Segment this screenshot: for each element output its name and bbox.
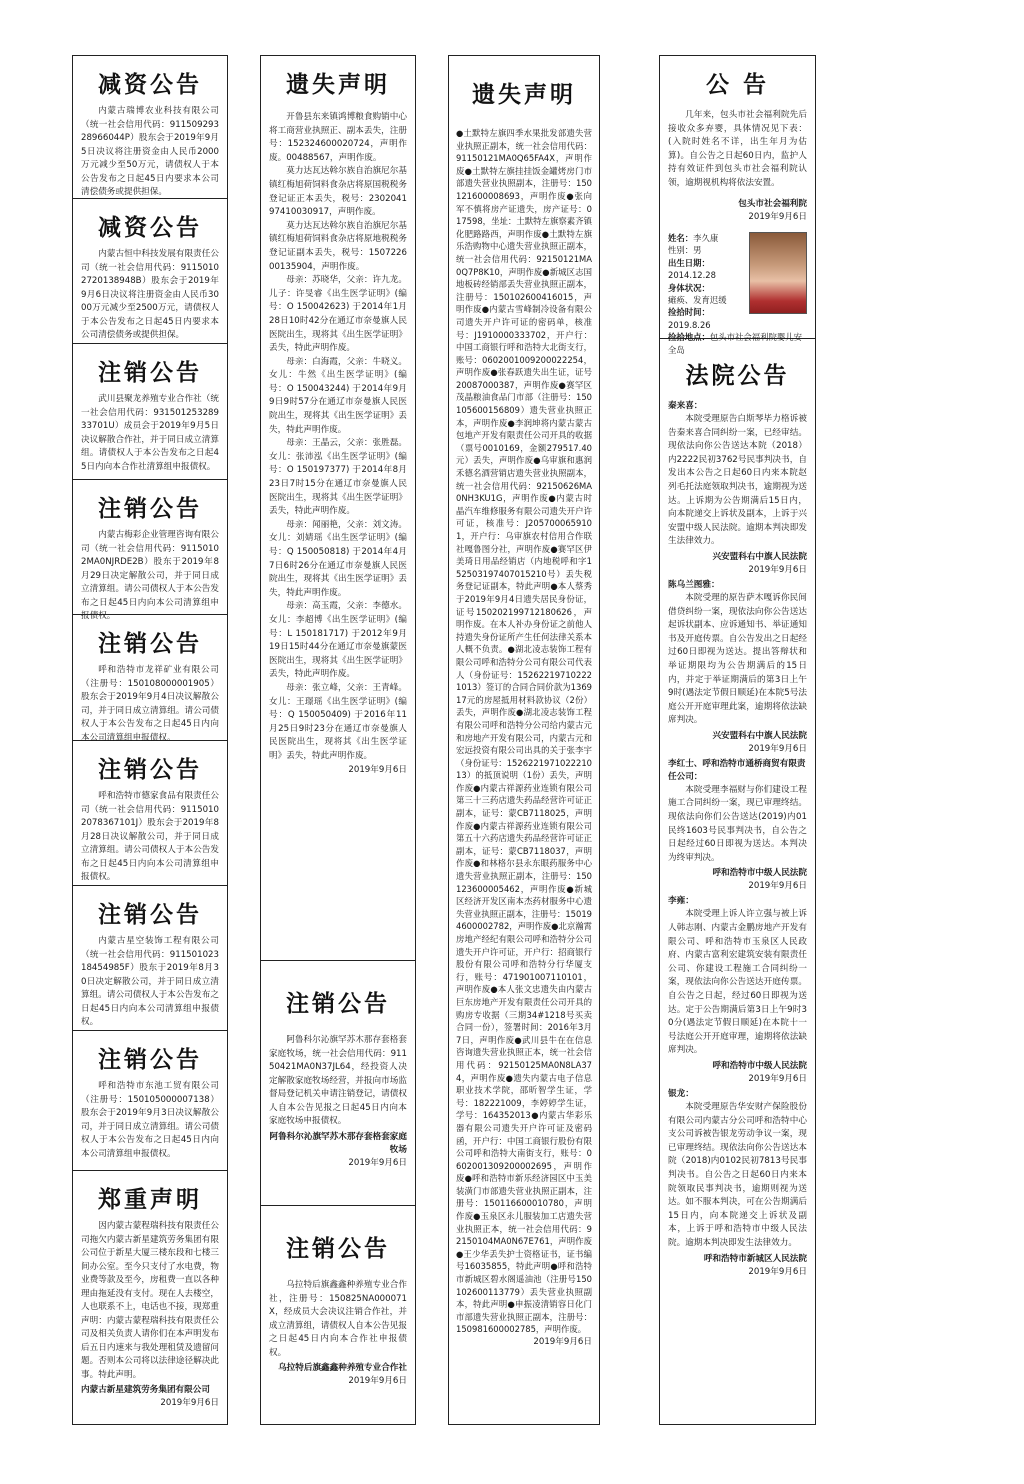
- notice-paragraph: 母亲：王晶云，父亲：张胜磊。女儿：张沛泓《出生医学证明》(编号：O 150197377) 于2014年8月23日7时15分在通辽市奈曼旗人民医院出生，现将其《出生医学证明》丢失，特此声明作废。: [269, 438, 407, 517]
- court-signature: 呼和浩特市中级人民法院: [712, 1060, 807, 1071]
- notice-signature: 内蒙古新星建筑劳务集团有限公司: [81, 1385, 210, 1395]
- court-signature: 呼和浩特市新城区人民法院: [703, 1253, 807, 1264]
- column-1: [72, 55, 228, 1425]
- notice-box: [73, 1171, 227, 1424]
- court-addressee: 陈乌兰图雅：: [668, 579, 720, 590]
- notice-date: 2019年9月6日: [748, 212, 807, 222]
- notice-box: [73, 56, 227, 199]
- notice-body: 呼和浩特市东池工贸有限公司（注册号：150105000007138）股东会于2019年9月3日决议解散公司，并于同日成立清算组。请公司债权人于本公告发布之日起45日内向本公司清算组申报债权。: [81, 1081, 219, 1159]
- child-pickup-row: 捡拾时间： 2019.8.26: [668, 307, 711, 330]
- welfare-notice-box: [660, 56, 815, 355]
- notice-date: 2019年9月6日: [160, 1398, 219, 1408]
- court-date: 2019年9月6日: [748, 1073, 807, 1084]
- notice-title: 注销公告: [98, 756, 202, 783]
- column-4: [659, 55, 816, 1425]
- notice-box: [73, 480, 227, 621]
- notice-paragraph: 母亲：闻丽艳，父亲：刘文涛。女儿：刘婧瑶《出生医学证明》(编号：Q 150050818) 于2014年4月7日6时26分在通辽市奈曼旗人民医院出生，现将其《出生医学证明》丢失，特此声明作废。: [269, 519, 407, 598]
- court-addressee: 李雍：: [668, 896, 694, 907]
- child-birth-row: 出生日期： 2014.12.28: [668, 257, 716, 281]
- notice-paragraph: 母亲：白海霞，父亲：牛晓义。女儿：牛然《出生医学证明》(编号：O 150043244) 于2014年9月9日9时57分在通辽市奈曼旗人民医院出生，现将其《出生医学证明》丢失，特此声明作废。: [269, 356, 407, 435]
- notice-title: 减资公告: [98, 71, 202, 98]
- notice-body: 呼和浩特市龙祥矿业有限公司（注册号：150108000001905）股东会于2019年9月4日决议解散公司，并于同日成立清算组。请公司债权人于本公告发布之日起45日内向本公司清算组申报债权。: [81, 665, 219, 743]
- child-record: [668, 232, 807, 331]
- notice-title: 注销公告: [98, 630, 202, 657]
- notice-box: [449, 56, 599, 1424]
- notice-date: 2019年9月6日: [348, 1376, 407, 1386]
- court-notice-body: 本院受理原告白斯琴毕力格诉被告秦来喜合同纠纷一案，已经审结。现依法向你公告送达本院（2018）内2222民初3762号民事判决书，自发出本公告之日起60日内来本院赵列毛托法庭领取判决书，逾期视为送达。上诉期为公告期满后15日内，向本院递交上诉状及副本，上诉于兴安盟中级人民法院。逾期本判决即发生法律效力。: [668, 414, 807, 547]
- notice-title: 公 告: [705, 71, 769, 98]
- court-addressee: 李红士、呼和浩特市通桥商贸有限责任公司：: [668, 758, 806, 782]
- notice-paragraph: 开鲁县东来镇鸿博粮食购销中心将工商营业执照正、副本丢失，注册号：152324600020724，声明作废。00488567，声明作废。: [269, 112, 407, 163]
- notice-body: 内蒙古瑞博农业科技有限公司（统一社会信用代码：91150929328966044P）股东会于2019年9月5日决议将注册资金由人民币2000万元减少至50万元，请债权人于本公告发布之日起45日内要求本公司清偿债务或提供担保。: [81, 106, 219, 197]
- court-notice-body: 本院受理李福财与你们建设工程施工合同纠纷一案，现已审理终结。现依法向你们公告送达(2019)内01民终1603号民事判决书，自公告之日起经过60日即视为送达。本判决为终审判决。: [668, 784, 807, 863]
- notice-body: 呼和浩特市德家食品有限责任公司（统一社会信用代码：91150102078367101J）股东会于2019年8月28日决议解散公司，并于同日成立清算组。请公司债权人于本公告发布之日起45日内向本公司清算组申报债权。: [81, 791, 219, 882]
- notice-paragraph: 莫力达瓦达斡尔族自治旗尼尔基镇红梅旭荷饲料食杂店将原国税税务登记证正本丢失，税号：230204197410030917，声明作废。: [269, 166, 407, 218]
- notice-title: 注销公告: [98, 495, 202, 522]
- notice-body: 因内蒙古蒙程瑞科技有限责任公司拖欠内蒙古新星建筑劳务集团有限公司位于新星大厦三楼东段和七楼三间办公室。至今只支付了水电费，物业费等款及至今，房租费一直以各种理由拖延没有支付。现在人去楼空，人也联系不上，电话也不接，现郑重声明：内蒙古蒙程瑞科技有限责任公司及相关负责人请你们在本声明发布后五日内速来与我处理租赁及遗留问题。否则本公司将以法律途径解决此事。特此声明。: [81, 1221, 219, 1380]
- court-signature: 兴安盟科右中旗人民法院: [712, 730, 807, 741]
- court-addressee: 银龙：: [668, 1088, 694, 1099]
- column-3: [448, 55, 600, 1425]
- notice-body: 内蒙古恒中科技发展有限责任公司（统一社会信用代码：91150102720138948B）股东会于2019年9月6日决议将注册资金由人民币3000万元减少至2500万元，请债权人于本公告发布之日起45日内要求本公司清偿债务或提供担保。: [81, 249, 219, 340]
- court-addressee: 秦来喜：: [668, 401, 703, 411]
- child-place-row: 捡拾地点：包头市社会福利院婴儿安全岛: [668, 332, 802, 355]
- child-sex-row: 性别：男: [668, 245, 702, 256]
- notice-title: 注销公告: [98, 901, 202, 928]
- notice-box: [73, 199, 227, 344]
- notice-box: [73, 886, 227, 1031]
- notice-paragraph: 母亲：高玉霞，父亲：李德水。女儿：李超博《出生医学证明》(编号：L 150181717) 于2012年9月19日15时44分在通辽市奈曼旗蒙医医院出生，现将其《出生医学证明》丢失，特此声明作废。: [269, 601, 407, 680]
- notice-title: 遗失声明: [472, 81, 576, 108]
- notice-paragraph: 母亲：张立峰，父亲：王青峰。女儿：王璟瑶《出生医学证明》(编号：Q 150050409) 于2016年11月25日9时23分在通辽市奈曼旗人民医院出生，现将其《出生医学证明》丢失，特此声明作废。: [269, 682, 407, 761]
- notice-box: [261, 56, 415, 961]
- court-date: 2019年9月6日: [748, 1266, 807, 1277]
- child-info: [668, 232, 745, 331]
- court-signature: 呼和浩特市中级人民法院: [712, 868, 807, 879]
- notice-body: 内蒙古梅彩企业管理咨询有限公司（统一社会信用代码：91150102MA0NJRDE2B）股东于2019年8月29日决定解散公司，并于同日成立清算组。请公司债权人于本公告发布之日起45日内向本公司清算组申报债权。: [81, 530, 219, 621]
- notice-body: 几年来，包头市社会福利院先后接收众多弃婴，具体情况见下表：(入院时姓名不详，出生年月为估算)。自公告之日起60日内，监护人持有效证件到包头市社会福利院认领，逾期视机构将依法安置。: [668, 110, 807, 188]
- court-notice-body: 本院受理原告华安财产保险股份有限公司内蒙古分公司呼和浩特中心支公司诉被告银龙劳动争议一案，现已审理终结。现依法向你公告送达本院（2018)内0102民初7813号民事判决书。自公告之日起60日内来本院领取民事判决书，逾期则视为送达。如不服本判决，可在公告期满后15日内，向本院递交上诉状及副本，上诉于呼和浩特市中级人民法院。逾期本判决即发生法律效力。: [668, 1101, 807, 1248]
- notice-title: 法院公告: [685, 362, 790, 389]
- child-name-row: 姓名：李久康: [668, 233, 719, 243]
- notice-title: 注销公告: [286, 990, 390, 1017]
- court-notice-body: 本院受理的原告萨木嘎诉你民间借贷纠纷一案，现依法向你公告送达起诉状副本、应诉通知书、举证通知书及开庭传票。自公告发出之日起经过60日即视为送达。提出答辩状和举证期限均为公告期满后的15日内，并定于举证期满后的第3日上午9时(遇法定节假日顺延)在本院5号法庭公开开庭审理此案，逾期将依法缺席判决。: [668, 592, 807, 726]
- notice-body: ●土默特左旗四季水果批发部遗失营业执照正副本，统一社会信用代码：91150121MA0Q65FA4X，声明作废●土默特左旗挂挂饭金罐烤房门市部遗失营业执照副本，注册号：150121600008693，声明作废●张向军不慎将房产证遗失，房产证号：017598，坐址：土默特左旗察素齐镇化肥路路西，声明作废●土默特左旗乐浩购物中心遗失营业执照正副本，统一社会信用代码：92150121MA0Q7P8K10，声明作废●新城区志国地板砖经销部丢失营业执照正副本，注册号：150102600416015，声明作废●内蒙古雪峰制冷设备有限公司遗失开户许可证的密码单，核准号：J1910000333702，开户行：中国工商银行呼和浩特大北街支行，账号：0602001009200022254，声明作废●张春跃遗失出生证，证号20087000387，声明作废●赛罕区茂晶粮油食品门市部（注册号：150105600156809）遗失营业执照正本，声明作废●李润坤将内蒙古蒙古包地产开发有限责任公司开具的收据（票号0010169，金额279517.40元）丢失，声明作废●乌审旗和惠润禾德名酒营销店遗失营业执照副本，统一社会信用代码：92150626MA0NH3KU1G，声明作废●内蒙古时晶汽车维修服务有限公司遗失开户许可证，核准号：J2057000659101，开户行：乌审旗农村信用合作联社嘎鲁图分社，声明作废●赛罕区伊美琦日用品经销店（内地税呼和字152503197407015210号）丢失税务登记证副本，特此声明●本人蔡秀于2019年9月4日遗失居民身份证，证号150202199712180626，声明作废。在本人补办身份证之前他人持遗失身份证所产生任何法律关系本人概不负责。●湖北凌志装饰工程有限公司呼和浩特分公司有限公司代表人（身份证号：152622197102221013）签订的合同合同价款为136917元的房屋抵用材料款协议（2份）丢失，声明作废●湖北凌志装饰工程有限公司呼和浩特分公司给内蒙古元和房地产开发有限公司，内蒙古元和宏远投资有限公司出具的关于张李宇（身份证号：152622197102221013）的抵顶说明（1份）丢失，声明作废●内蒙古祥源药业连锁有限公司第三十三药店遗失药品经营许可证正副本，证号：蒙CB7118025，声明作废●内蒙古祥源药业连锁有限公司第五十六药店遗失药品经营许可证正副本，证号：蒙CB7118037，声明作废●和林格尔县永东眼药服务中心遗失营业执照正副本，注册号：150123600005462，声明作废●新城区经济开发区南本杰药材服务中心遗失营业执照正副本，注册号：150194600002782，声明作废●北京瀚霄房地产经纪有限公司呼和浩特分公司遗失开户许可证，开户行：招商银行股份有限公司呼和浩特分行华厦支行，账号：471901007110101，声明作废●本人张文忠遗失由内蒙古巨东房地产开发有限责任公司开具的购房专收据（三期34#1218号买卖合同一份），签署时间：2016年3月7日，声明作废●武川县牛在在信息咨询遗失营业执照正本，统一社会信用代码：92150125MA0N8LA374，声明作废●遗失内蒙古电子信息职业技术学院，邵昕智学生证，学号：182221009，李婷婷学生证，学号：164352013●内蒙古华彩乐器有限公司遗失开户许可证及密码函，开户行：中国工商银行股份有限公司呼和浩特大南街支行，账号：0602001309200002695，声明作废●呼和浩特市新乐经济园区中玉美装潢门市部遗失营业执照正副本，注册号：150116600010780，声明作废●玉泉区永儿服装加工店遗失营业执照正本，统一社会信用代码：92150104MA0N67E761，声明作废●王少华丢失护士资格证书，证书编号16035855，特此声明●呼和浩特市新城区碧水阁遥油池（注册号150102600113779）丢失营业执照副本，特此声明●申振凌清销容日化门市部遗失营业执照正副本，注册号：150981600002785，声明作废。: [456, 128, 592, 1335]
- notice-date: 2019年9月6日: [533, 1337, 592, 1347]
- notice-signature: 乌拉特后旗鑫鑫种养殖专业合作社: [278, 1363, 407, 1373]
- court-notice-box: [660, 339, 815, 1424]
- notice-title: 遗失声明: [286, 71, 390, 98]
- notice-title: 注销公告: [286, 1235, 390, 1262]
- notice-date: 2019年9月6日: [348, 764, 407, 775]
- notice-title: 注销公告: [98, 1046, 202, 1073]
- court-signature: 兴安盟科右中旗人民法院: [712, 551, 807, 562]
- court-date: 2019年9月6日: [748, 564, 807, 575]
- notice-signature: 阿鲁科尔沁旗罕苏木那存套格套家庭牧场: [269, 1131, 407, 1155]
- notice-box: [73, 615, 227, 741]
- court-date: 2019年9月6日: [748, 881, 807, 892]
- notice-date: 2019年9月6日: [348, 1157, 407, 1168]
- notice-paragraph: 母亲：苏晓华，父亲：许九龙。儿子：许旻睿《出生医学证明》(编号：O 150042623) 于2014年1月28日10时42分在通辽市奈曼旗人民医院出生，现将其《出生医学证明》丢失，特此声明作废。: [269, 275, 407, 354]
- notice-title: 郑重声明: [98, 1186, 202, 1213]
- column-2: [260, 55, 416, 1425]
- notice-body: 内蒙古星空装饰工程有限公司（统一社会信用代码：91150102318454985F）股东于2019年8月30日决定解散公司，并于同日成立清算组。请公司债权人于本公告发布之日起45日内向本公司清算组申报债权。: [81, 936, 219, 1027]
- child-health-row: 身体状况： 瘫痪、发育迟缓: [668, 282, 727, 306]
- notice-box: [73, 1031, 227, 1171]
- notice-box: [73, 741, 227, 886]
- notice-title: 注销公告: [98, 359, 202, 386]
- child-photo: [749, 232, 807, 314]
- court-notice-body: 本院受理上诉人许立强与被上诉人韩志刚、内蒙古金鹏房地产开发有限公司、呼和浩特市玉泉区人民政府、内蒙古富利宏建筑安装有限责任公司、你建设工程施工合同纠纷一案，现依法向你公告送达开庭传票。自公告之日起，经过60日即视为送达。定于公告期满后第3日上午9时30分(遇法定节假日顺延)在本院十一号法庭公开开庭审理，逾期将依法缺席判决。: [668, 909, 807, 1056]
- notice-signature: 包头市社会福利院: [738, 199, 807, 209]
- notice-body: 乌拉特后旗鑫鑫种养殖专业合作社，注册号：150825NA000071X，经成员大会决议注销合作社，并成立清算组，请债权人自本公告见报之日起45日内向本合作社申报债权。: [269, 1280, 407, 1358]
- notice-paragraph: 莫力达瓦达斡尔族自治旗尼尔基镇红梅旭荷饲料食杂店将原地税税务登记证副本丢失，税号：150722600135904，声明作废。: [269, 220, 407, 272]
- notice-body: 阿鲁科尔沁旗罕苏木那存套格套家庭牧场，统一社会信用代码：91150421MA0N37JL64，经投资人决定解散家庭牧场经营，并报向市场监督局登记机关申请注销登记，请债权人自本公告见报之日起45日内向本家庭牧场申报债权。: [269, 1035, 407, 1126]
- notice-box: [73, 344, 227, 480]
- notice-box: [261, 961, 415, 1206]
- court-date: 2019年9月6日: [748, 743, 807, 754]
- notice-title: 减资公告: [98, 214, 202, 241]
- notice-box: [261, 1206, 415, 1424]
- notice-body: 武川县聚龙养殖专业合作社（统一社会信用代码：93150125328933701U）成员会于2019年9月5日决议解散合作社，并于同日成立清算组。请债权人于本公告发布之日起45日内向本合作社清算组申报债权。: [81, 394, 219, 472]
